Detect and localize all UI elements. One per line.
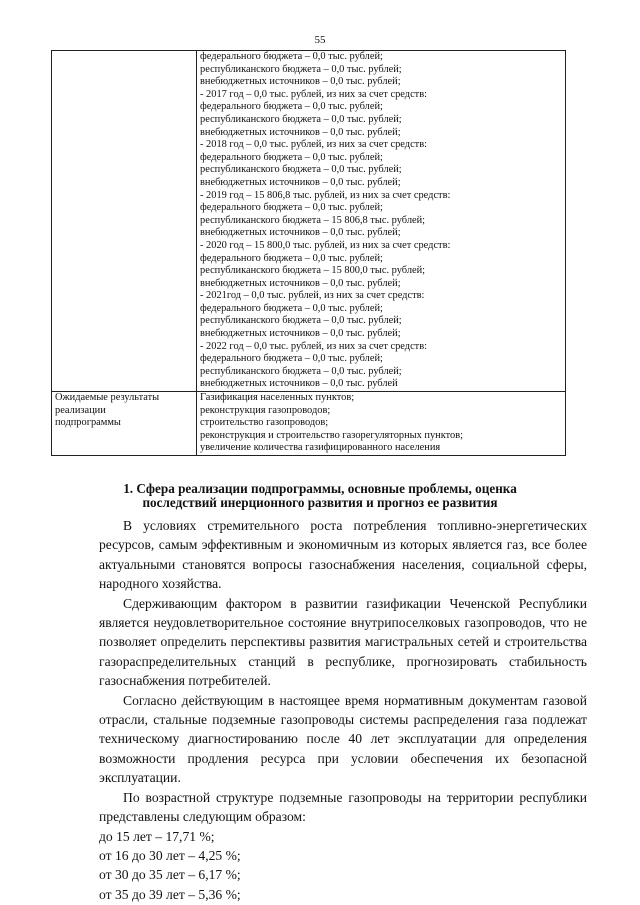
funding-line: внебюджетных источников – 0,0 тыс. рублей;	[200, 227, 401, 239]
funding-row	[52, 51, 566, 392]
paragraph: Согласно действующим в настоящее время нормативным документам газовой отрасли, стальные подземные газопроводы системы распределения газа подлежат техническому диагностированию после 40 лет эксплуатации для определения возможности продления ресурса при условии обеспечения их безопасной эксплуатации.	[99, 692, 587, 786]
funding-table	[51, 50, 566, 456]
paragraph: В условиях стремительного роста потребления топливно-энергетических ресурсов, самым эффективным и экономичным из которых является газ, все более актуальными становятся вопросы газоснабжения населения, социальной сферы, народного хозяйства.	[99, 518, 587, 592]
section-body	[99, 516, 587, 904]
results-label-cell	[52, 392, 197, 456]
result-line: реконструкция и строительство газорегуляторных пунктов;	[200, 429, 464, 441]
funding-line: - 2018 год – 0,0 тыс. рублей, из них за счет средств:	[200, 139, 428, 151]
funding-label-cell	[52, 51, 197, 392]
funding-line: федерального бюджета – 0,0 тыс. рублей;	[200, 202, 383, 214]
results-label-line: Ожидаемые результаты	[55, 392, 160, 404]
section-heading	[60, 482, 580, 510]
funding-line: внебюджетных источников – 0,0 тыс. рублей;	[200, 76, 401, 88]
result-line: увеличение количества газифицированного населения	[200, 442, 441, 454]
page-number: 55	[314, 34, 326, 46]
funding-line: - 2021год – 0,0 тыс. рублей, из них за счет средств:	[200, 290, 425, 302]
funding-line: - 2019 год – 15 806,8 тыс. рублей, из них за счет средств:	[200, 189, 451, 201]
funding-line: федерального бюджета – 0,0 тыс. рублей;	[200, 353, 383, 365]
funding-line: республиканского бюджета – 15 806,8 тыс. рублей;	[200, 214, 426, 226]
funding-line: федерального бюджета – 0,0 тыс. рублей;	[200, 51, 383, 62]
funding-line: - 2020 год – 15 800,0 тыс. рублей, из них за счет средств:	[200, 239, 451, 251]
funding-line: федерального бюджета – 0,0 тыс. рублей;	[200, 302, 383, 314]
funding-line: республиканского бюджета – 0,0 тыс. рублей;	[200, 113, 402, 125]
results-label-line: подпрограммы	[55, 417, 121, 429]
paragraph: По возрастной структуре подземные газопроводы на территории республики представлены следующим образом:	[99, 789, 587, 825]
age-list-item: от 16 до 30 лет – 4,25 %;	[99, 847, 241, 863]
results-row	[52, 392, 566, 456]
funding-line: федерального бюджета – 0,0 тыс. рублей;	[200, 252, 383, 264]
funding-line: внебюджетных источников – 0,0 тыс. рублей;	[200, 277, 401, 289]
paragraph: Сдерживающим фактором в развитии газификации Чеченской Республики является неудовлетворительное состояние внутрипоселковых газопроводов, что не позволяет определить перспективы развития магистральных сетей и строительства газораспределительных станций в республике, прогнозировать стабильность газоснабжения потребителей.	[99, 595, 587, 689]
funding-line: федерального бюджета – 0,0 тыс. рублей;	[200, 151, 383, 163]
result-line: реконструкция газопроводов;	[200, 404, 331, 416]
results-lines-cell	[197, 392, 566, 456]
funding-line: федерального бюджета – 0,0 тыс. рублей;	[200, 101, 383, 113]
funding-line: республиканского бюджета – 0,0 тыс. рублей;	[200, 315, 402, 327]
age-list-item: от 30 до 35 лет – 6,17 %;	[99, 867, 241, 883]
section-heading-line: последствий инерционного развития и прогноз ее развития	[142, 495, 498, 510]
funding-line: внебюджетных источников – 0,0 тыс. рублей;	[200, 328, 401, 340]
result-line: Газификация населенных пунктов;	[200, 392, 355, 404]
funding-line: республиканского бюджета – 0,0 тыс. рублей;	[200, 63, 402, 75]
funding-lines-cell	[197, 51, 566, 392]
funding-line: - 2022 год – 0,0 тыс. рублей, из них за счет средств:	[200, 340, 428, 352]
funding-line: республиканского бюджета – 0,0 тыс. рублей;	[200, 164, 402, 176]
funding-line: внебюджетных источников – 0,0 тыс. рублей;	[200, 176, 401, 188]
funding-line: республиканского бюджета – 0,0 тыс. рублей;	[200, 365, 402, 377]
section-heading-line: 1. Сфера реализации подпрограммы, основные проблемы, оценка	[123, 481, 517, 496]
funding-line: республиканского бюджета – 15 800,0 тыс. рублей;	[200, 265, 426, 277]
age-list-item: от 35 до 39 лет – 5,36 %;	[99, 886, 241, 902]
funding-line: - 2017 год – 0,0 тыс. рублей, из них за счет средств:	[200, 88, 428, 100]
results-label-line: реализации	[55, 404, 106, 416]
funding-line: внебюджетных источников – 0,0 тыс. рублей;	[200, 126, 401, 138]
funding-line: внебюджетных источников – 0,0 тыс. рублей	[200, 378, 398, 390]
age-list-item: до 15 лет – 17,71 %;	[99, 828, 215, 844]
result-line: строительство газопроводов;	[200, 417, 329, 429]
